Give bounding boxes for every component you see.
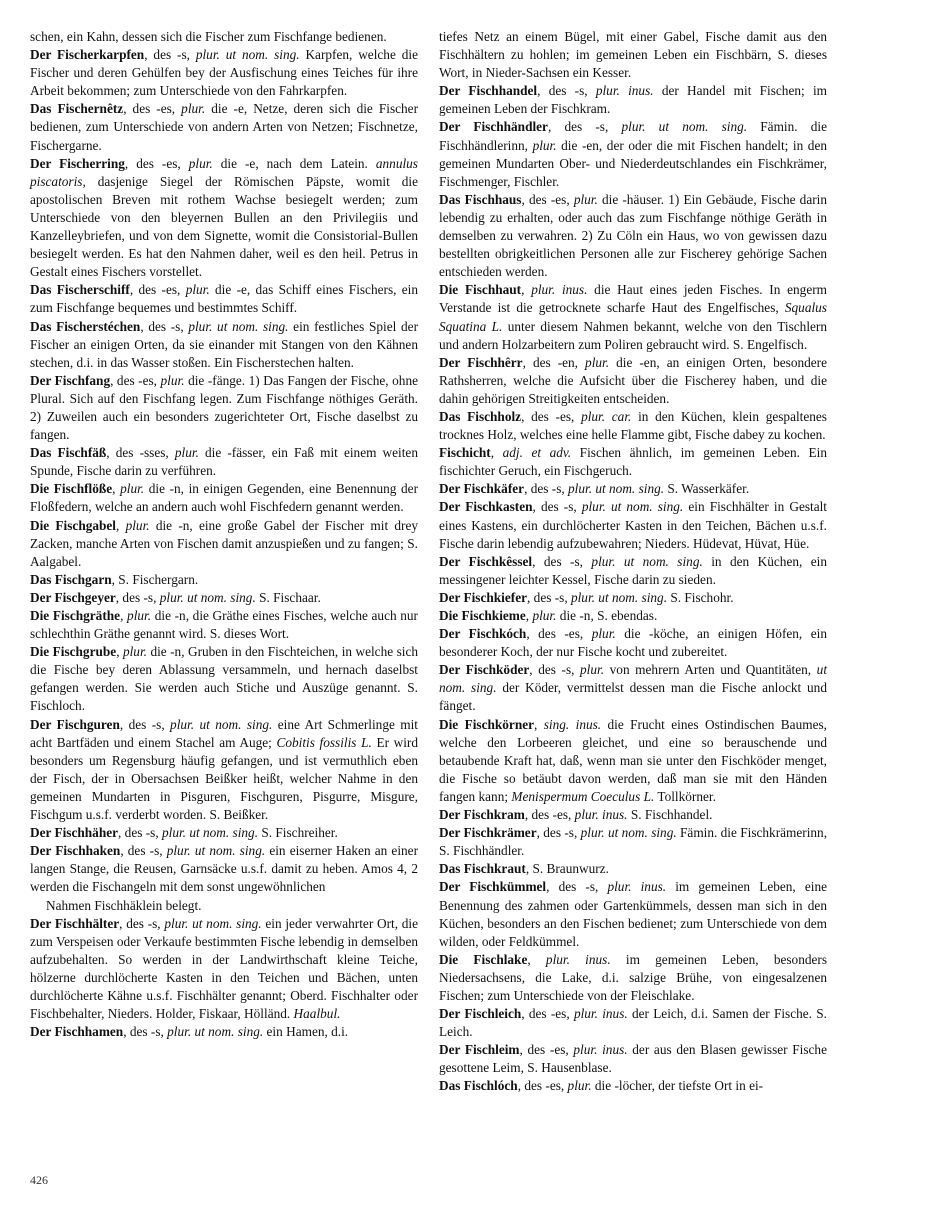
entry-definition: , des -es, plur. inus. der Leich, d.i. Samen der Fische. S. Leich.	[439, 1006, 827, 1040]
dictionary-entry	[30, 897, 418, 915]
right-column	[439, 28, 827, 1096]
entry-headword: Der Fischkrämer	[439, 825, 537, 841]
entry-definition: , des -es, plur. die -häuser. 1) Ein Gebäude, Fische darin lebendig zu erhalten, oder auch das zum Fischfange nöthige Geräth in demselben zu verwahren. 2) Zu Cöln ein Haus, wo von gewissen dazu bestellten obrigkeitlichen Personen alle zur Fischerey gehörige Sachen entschieden werden.	[439, 191, 827, 280]
entry-headword: Die Fischkieme	[439, 608, 526, 623]
entry-definition: , des -sses, plur. die -fässer, ein Faß mit einem weiten Spunde, Fische darin zu verführen.	[30, 445, 418, 479]
left-column	[30, 28, 418, 1041]
entry-definition: , des -es, plur. die -e, das Schiff eines Fischers, ein zum Fischfange bequemes und bestimmtes Schiff.	[30, 282, 418, 316]
entry-headword: Die Fischlake	[439, 951, 528, 967]
page-number: 426	[30, 1173, 48, 1187]
entry-headword: Der Fischkram	[439, 807, 525, 823]
entry-definition: , des -s, plur. ut nom. sing. ein Fischhälter in Gestalt eines Kastens, ein durchlöcherter Kasten in den Teichen, Bächen u.s.f. Fische darin lebendig aufzubewahren; Nieders. Hüdevat, Hüvat, Hüe.	[439, 499, 828, 551]
entry-headword: Das Fischlóch	[439, 1078, 518, 1094]
entry-definition: , des -es, plur. die -köche, an einigen Höfen, ein besonderer Koch, der nur Fische kocht und zubereitet.	[439, 626, 827, 660]
entry-headword: Das Fischhaus	[439, 191, 522, 207]
dictionary-entry	[30, 589, 418, 607]
entry-headword: Der Fischgeyer	[30, 589, 116, 605]
dictionary-entry	[30, 281, 418, 317]
entry-headword: Die Fischkörner	[439, 716, 535, 732]
entry-definition: , plur. die -n, in einigen Gegenden, eine Benennung der Floßfedern, welche an andern auch wohl Fischfedern genannt werden.	[30, 481, 418, 515]
entry-headword: Der Fischhäher	[30, 825, 119, 841]
dictionary-entry	[30, 318, 418, 372]
entry-headword: Die Fischgrube	[30, 644, 117, 660]
entry-headword: Die Fischgräthe	[30, 608, 121, 623]
dictionary-entry	[439, 824, 827, 860]
entry-definition: , des -s, plur. ut nom. sing. Fämin. die Fischhändlerinn, plur. die -en, der oder die mit Fischen handelt; in den gemeinen Mundarten Ober- und Niederdeutschlandes ein Fischkrämer, Fischmenger, Fischler.	[439, 119, 828, 189]
entry-headword: Der Fischkiefer	[439, 589, 528, 605]
entry-definition: , des -s, plur. ut nom. sing. S. Wasserkäfer.	[524, 481, 750, 497]
dictionary-entry	[439, 191, 827, 281]
dictionary-entry	[30, 643, 418, 715]
entry-headword: Fischicht	[439, 445, 491, 461]
dictionary-entry	[30, 716, 418, 825]
entry-headword: Der Fischkäfer	[439, 481, 525, 497]
dictionary-entry	[439, 1005, 827, 1041]
dictionary-entry	[30, 100, 418, 154]
entry-definition: , plur. inus. im gemeinen Leben, besonders Niedersachsens, die Lake, d.i. salzige Brühe, von eingesalzenen Fischen; zum Unterschiede von der Fleischlake.	[439, 951, 827, 1003]
dictionary-entry	[439, 480, 827, 498]
dictionary-entry	[439, 661, 827, 715]
dictionary-entry	[30, 842, 418, 896]
entry-definition: , S. Braunwurz.	[525, 861, 609, 877]
entry-definition: , des -s, plur. ut nom. sing. ein Hamen, d.i.	[123, 1024, 349, 1040]
entry-definition: , des -s, plur. ut nom. sing. ein festliches Spiel der Fischer an einigen Orten, da sie einander mit Stangen von den Kähnen stechen, d.i. in das Wasser stoßen. Ein Fischerstechen halten.	[30, 318, 418, 370]
dictionary-entry	[30, 571, 418, 589]
entry-definition: , des -s, plur. ut nom. sing. S. Fischohr.	[527, 589, 734, 605]
entry-definition: , adj. et adv. Fischen ähnlich, im gemeinen Leben. Ein fischichter Geruch, ein Fischgeruch.	[439, 445, 827, 479]
dictionary-entry	[439, 553, 827, 589]
entry-definition: , des -s, plur. ut nom. sing. ein eiserner Haken an einer langen Stange, die Reusen, Garnsäcke u.s.f. damit zu heben. Amos 4, 2 werden die Fischangeln mit dem sonst ungewöhnlichen	[30, 843, 419, 895]
entry-headword: Der Fischerring	[30, 155, 125, 171]
dictionary-entry	[439, 354, 827, 408]
entry-headword: Der Fischkümmel	[439, 879, 547, 895]
entry-definition: schen, ein Kahn, dessen sich die Fischer zum Fischfange bedienen.	[30, 29, 387, 44]
dictionary-entry	[30, 824, 418, 842]
entry-definition: , des -s, plur. ut nom. sing. ein jeder verwahrter Ort, die zum Verspeisen oder Verkaufe bestimmten Fische lebendig in demselben aufzubehalten. So werden in der Landwirthschaft kleine Teiche, hölzerne durchlöcherte Kasten in den Teichen und Bächen, unten durchlöcherte Kähne u.s.f. Fischhälter genannt; Oberd. Fischhalter oder Fischbehalter, Nieders. Holder, Fiskaar, Hölländ. Haalbul.	[30, 915, 419, 1022]
entry-definition: , des -s, plur. inus. der Handel mit Fischen; im gemeinen Leben der Fischkram.	[439, 83, 827, 117]
dictionary-entry	[439, 28, 827, 82]
dictionary-entry	[439, 607, 827, 625]
entry-definition: , des -es, plur. die -fänge. 1) Das Fangen der Fische, ohne Plural. Sich auf den Fischfang legen. Zum Fischfange nöthiges Geräth. 2) Zuweilen auch ein besonders zugerichteter Ort, Fische daselbst zu fangen.	[30, 372, 418, 443]
entry-definition: , des -s, plur. ut nom. sing. S. Fischaar.	[115, 589, 321, 605]
entry-headword: Der Fischhändler	[439, 119, 548, 135]
dictionary-entry	[30, 607, 418, 643]
dictionary-entry	[439, 408, 827, 444]
entry-definition: , S. Fischergarn.	[111, 571, 199, 587]
dictionary-entry	[439, 625, 827, 661]
entry-headword: Der Fischguren	[30, 716, 120, 732]
entry-headword: Der Fischleich	[439, 1006, 522, 1022]
entry-definition: Nahmen Fischhäklein belegt.	[46, 897, 202, 913]
dictionary-entry	[439, 716, 827, 806]
entry-definition: , des -es, plur. car. in den Küchen, klein gespaltenes trocknes Holz, welches eine helle Flamme gibt, Fische dabey zu kochen.	[439, 408, 827, 443]
entry-headword: Das Fischkraut	[439, 861, 526, 877]
dictionary-entry	[439, 281, 827, 353]
entry-definition: , des -es, plur. die -e, nach dem Latein. annulus piscatoris, dasjenige Siegel der Römischen Päpste, womit die apostolischen Breven mit rothem Wachse besiegelt werden; zum Unterschiede von den bleyernen Bullen an den Privilegiis und Kanzelleybriefen, und von dem Signette, womit die Consistorial-Bullen besiegelt werden. Es hat den Nahmen daher, weil es den heil. Petrus in Gestalt eines Fischers vorstellet.	[30, 155, 418, 280]
entry-headword: Das Fischfäß	[30, 445, 107, 461]
entry-definition: , des -s, plur. ut nom. sing. eine Art Schmerlinge mit acht Bartfäden und einem Stachel am Auge; Cobitis fossilis L. Er wird besonders um Regensburg häufig gefangen, und ist vermuthlich eben der Fisch, der in Obersachsen Beißker heißt, welcher Nahme in den gemeinen Mundarten in Pisguren, Fischguren, Pisgurre, Misgure, Fischgum u.s.f. verderbt worden. S. Beißker.	[30, 716, 419, 823]
entry-definition: , des -en, plur. die -en, an einigen Orten, besondere Rathsherren, welche die Aufsicht über die Fischerey haben, und die dahin gehörigen Streitigkeiten entscheiden.	[439, 354, 827, 406]
dictionary-entry	[30, 480, 418, 516]
entry-definition: tiefes Netz an einem Bügel, mit einer Gabel, Fische damit aus den Fischhältern zu hohlen; im gemeinen Leben ein Fischbärn, S. dieses Wort, in Nieder-Sachsen ein Kesser.	[439, 29, 827, 81]
entry-definition: , plur. die -n, S. ebendas.	[525, 608, 658, 623]
entry-definition: , des -s, plur. ut nom. sing. S. Fischreiher.	[118, 825, 338, 841]
dictionary-entry	[439, 118, 827, 190]
entry-definition: , plur. inus. die Haut eines jeden Fisches. In engerm Verstande ist die getrocknete scharfe Haut des Engelfisches, Squalus Squatina L. unter diesem Nahmen bekannt, welche von den Tischlern und andern Holzarbeitern zum Poliren gebraucht wird. S. Engelfisch.	[439, 282, 827, 352]
entry-definition: , des -es, plur. inus. der aus den Blasen gewisser Fische gesottene Leim, S. Hausenblase.	[439, 1042, 827, 1076]
dictionary-entry	[30, 28, 418, 46]
entry-headword: Der Fischhandel	[439, 83, 538, 99]
entry-definition: , des -es, plur. inus. S. Fischhandel.	[524, 807, 713, 823]
entry-headword: Die Fischgabel	[30, 517, 117, 533]
dictionary-entry	[30, 372, 418, 444]
entry-headword: Der Fischkóch	[439, 626, 527, 642]
entry-headword: Die Fischhaut	[439, 282, 522, 298]
dictionary-entry	[439, 860, 827, 878]
entry-headword: Der Fischhaken	[30, 843, 121, 859]
entry-headword: Der Fischhêrr	[439, 354, 523, 370]
entry-headword: Das Fischernêtz	[30, 101, 124, 117]
entry-definition: , des -es, plur. die -e, Netze, deren sich die Fischer bedienen, zum Unterschiede von andern Arten von Netzen; Fischnetze, Fischergarne.	[30, 101, 418, 153]
entry-definition: , plur. die -n, die Gräthe eines Fisches, welche auch nur schlechthin Gräthe genannt wird. S. dieses Wort.	[30, 608, 418, 642]
entry-headword: Der Fischhamen	[30, 1024, 124, 1040]
dictionary-entry	[30, 517, 418, 571]
dictionary-entry	[439, 1077, 827, 1095]
dictionary-entry	[439, 951, 827, 1005]
entry-headword: Der Fischerkarpfen	[30, 47, 145, 63]
entry-definition: , sing. inus. die Frucht eines Ostindischen Baumes, welche den Lorbeeren gleichet, und eine so berauschende und betaubende Kraft hat, daß, wenn man sie unter den Fischköder menget, die Fische so betäubt davon werden, daß man sie mit den Händen fangen kann; Menispermum Coeculus L. Tollkörner.	[439, 716, 827, 804]
dictionary-entry	[439, 1041, 827, 1077]
entry-definition: , des -es, plur. die -löcher, der tiefste Ort in ei-	[517, 1078, 764, 1094]
entry-definition: , des -s, plur. ut nom. sing. Karpfen, welche die Fischer und deren Gehülfen bey der Ausfischung eines Teiches für ihre Arbeit bekommen; zum Unterschiede von den Fahrkarpfen.	[30, 47, 418, 99]
dictionary-entry	[439, 498, 827, 552]
dictionary-entry	[30, 155, 418, 282]
entry-definition: , des -s, plur. von mehrern Arten und Quantitäten, ut nom. sing. der Köder, vermittelst dessen man die Fische anlockt und fänget.	[439, 662, 828, 714]
entry-headword: Das Fischerstéchen	[30, 318, 141, 334]
entry-headword: Das Fischgarn	[30, 571, 112, 587]
entry-headword: Das Fischerschiff	[30, 282, 130, 298]
entry-headword: Der Fischhälter	[30, 915, 120, 931]
entry-headword: Der Fischkasten	[439, 499, 533, 515]
entry-definition: , des -s, plur. ut nom. sing. in den Küchen, ein messingener leichter Kessel, Fische darin zu sieden.	[439, 553, 827, 587]
entry-headword: Der Fischköder	[439, 662, 530, 678]
entry-definition: , plur. die -n, eine große Gabel der Fischer mit drey Zacken, manche Arten von Fischen damit anzuspießen und zu fangen; S. Aalgabel.	[30, 517, 418, 569]
dictionary-entry	[439, 82, 827, 118]
dictionary-entry	[30, 46, 418, 100]
entry-headword: Der Fischleim	[439, 1042, 520, 1058]
entry-headword: Der Fischkêssel	[439, 553, 533, 569]
entry-definition: , des -s, plur. ut nom. sing. Fämin. die Fischkrämerinn, S. Fischhändler.	[439, 825, 828, 859]
dictionary-entry	[439, 878, 827, 950]
entry-headword: Der Fischfang	[30, 372, 111, 388]
dictionary-entry	[439, 444, 827, 480]
dictionary-entry	[439, 589, 827, 607]
dictionary-entry	[30, 915, 418, 1024]
dictionary-entry	[30, 1023, 418, 1041]
entry-definition: , des -s, plur. inus. im gemeinen Leben, eine Benennung des zahmen oder Gartenkümmels, dessen man sich in den Küchen, besonders an den Fischen bedienet; zum Unterschiede von dem wilden, oder Feldkümmel.	[439, 879, 828, 949]
entry-headword: Die Fischflöße	[30, 481, 113, 497]
dictionary-entry	[30, 444, 418, 480]
entry-headword: Das Fischholz	[439, 408, 522, 424]
dictionary-entry	[439, 806, 827, 824]
entry-definition: , plur. die -n, Gruben in den Fischteichen, in welche sich die Fische bey deren Ablassung versammeln, und hernach daselbst gefangen werden. Sie werden auch Stiche und Auszüge genannt. S. Fischloch.	[30, 644, 418, 714]
